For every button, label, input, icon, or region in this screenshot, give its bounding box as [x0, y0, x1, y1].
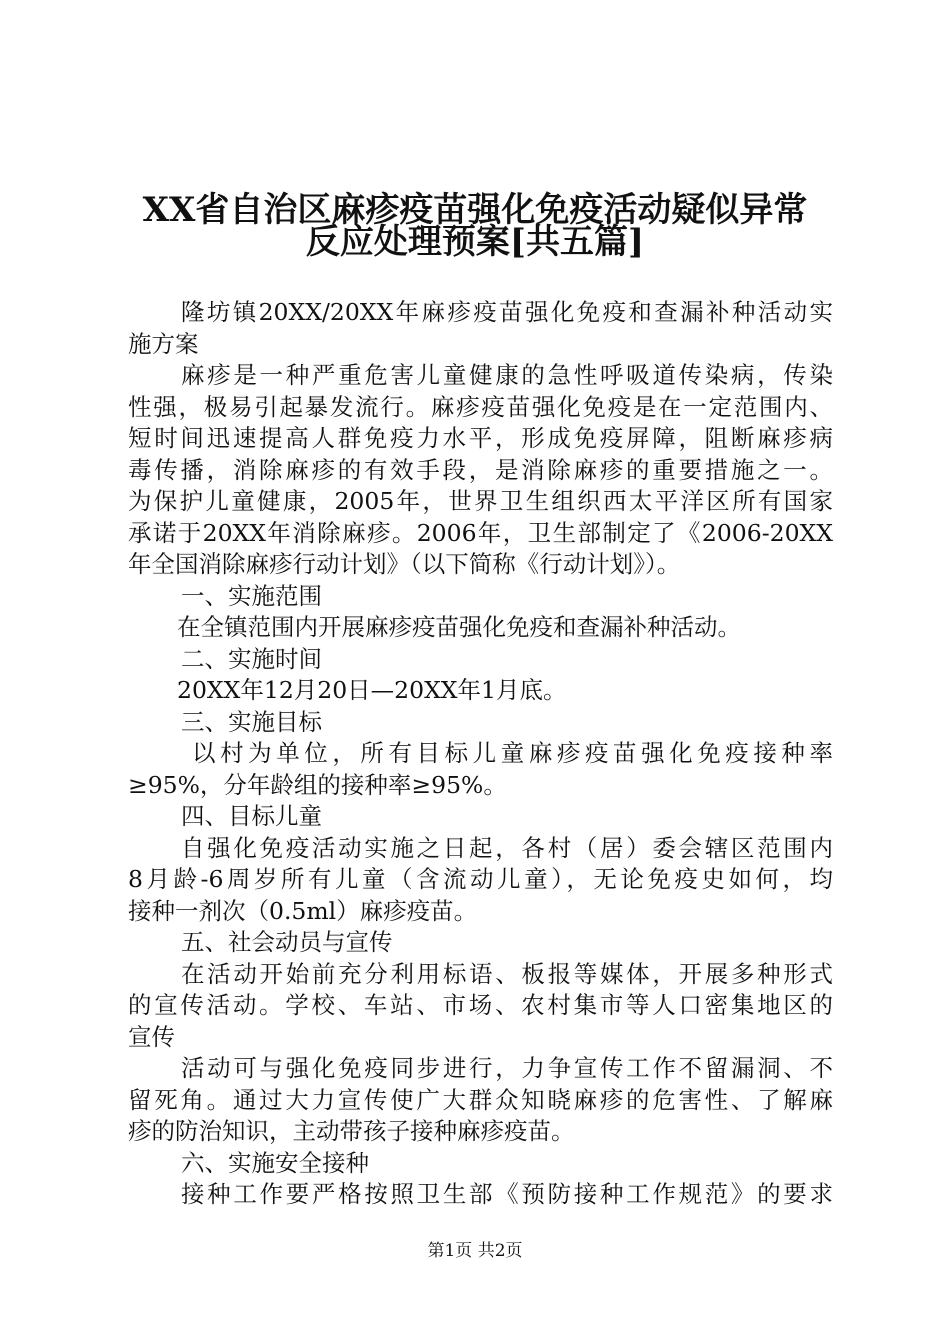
paragraph-line: 麻疹是一种严重危害儿童健康的急性呼吸道传染病，传染	[181, 361, 833, 389]
paragraph-line: 活动可与强化免疫同步进行，力争宣传工作不留漏洞、不	[181, 1054, 833, 1082]
paragraph-line: 以村为单位，所有目标儿童麻疹疫苗强化免疫接种率	[192, 739, 833, 767]
section-heading: 六、实施安全接种	[181, 1148, 369, 1177]
paragraph-line: 为保护儿童健康，2005年，世界卫生组织西太平洋区所有国家	[128, 487, 833, 515]
paragraph-line: 在活动开始前充分利用标语、板报等媒体，开展多种形式	[181, 959, 833, 988]
paragraph-line: 宣传	[128, 1022, 175, 1051]
paragraph-line: 的宣传活动。学校、车站、市场、农村集市等人口密集地区的	[128, 991, 833, 1019]
document-body	[128, 297, 833, 1211]
paragraph-line: 短时间迅速提高人群免疫力水平，形成免疫屏障，阻断麻疹病	[128, 424, 833, 452]
paragraph-line: ≥95%，分年龄组的接种率≥95%。	[128, 770, 507, 799]
paragraph-line: 性强，极易引起暴发流行。麻疹疫苗强化免疫是在一定范围内、	[128, 392, 833, 421]
paragraph-line: 自强化免疫活动实施之日起，各村（居）委会辖区范围内	[181, 833, 833, 862]
paragraph-line: 隆坊镇20XX/20XX年麻疹疫苗强化免疫和查漏补种活动实	[181, 298, 833, 326]
paragraph-line: 在全镇范围内开展麻疹疫苗强化免疫和查漏补种活动。	[177, 613, 741, 641]
page-number-footer: 第1页 共2页	[427, 1241, 523, 1261]
paragraph-line: 接种一剂次（0.5ml）麻疹疫苗。	[128, 896, 478, 925]
section-heading: 一、实施范围	[181, 581, 322, 610]
paragraph-line: 承诺于20XX年消除麻疹。2006年，卫生部制定了《2006-20XX	[128, 518, 833, 547]
paragraph-line: 施方案	[128, 329, 199, 358]
document-title-line-2: 反应处理预案[共五篇]	[305, 222, 645, 262]
paragraph-line: 留死角。通过大力宣传使广大群众知晓麻疹的危害性、了解麻	[128, 1085, 833, 1114]
paragraph-line: 年全国消除麻疹行动计划》（以下简称《行动计划》）。	[128, 550, 681, 578]
paragraph-line: 8月龄-6周岁所有儿童（含流动儿童），无论免疫史如何，均	[128, 865, 833, 893]
paragraph-line: 疹的防治知识，主动带孩子接种麻疹疫苗。	[128, 1117, 575, 1145]
section-heading: 四、目标儿童	[181, 802, 322, 830]
document-title-line-1: XX省自治区麻疹疫苗强化免疫活动疑似异常	[142, 190, 808, 230]
paragraph-line: 接种工作要严格按照卫生部《预防接种工作规范》的要求	[181, 1180, 833, 1208]
section-heading: 二、实施时间	[181, 644, 322, 673]
section-heading: 五、社会动员与宣传	[181, 928, 393, 956]
section-heading: 三、实施目标	[181, 707, 322, 736]
paragraph-line: 毒传播，消除麻疹的有效手段，是消除麻疹的重要措施之一。	[128, 455, 833, 484]
paragraph-line: 20XX年12月20日—20XX年1月底。	[177, 676, 567, 704]
